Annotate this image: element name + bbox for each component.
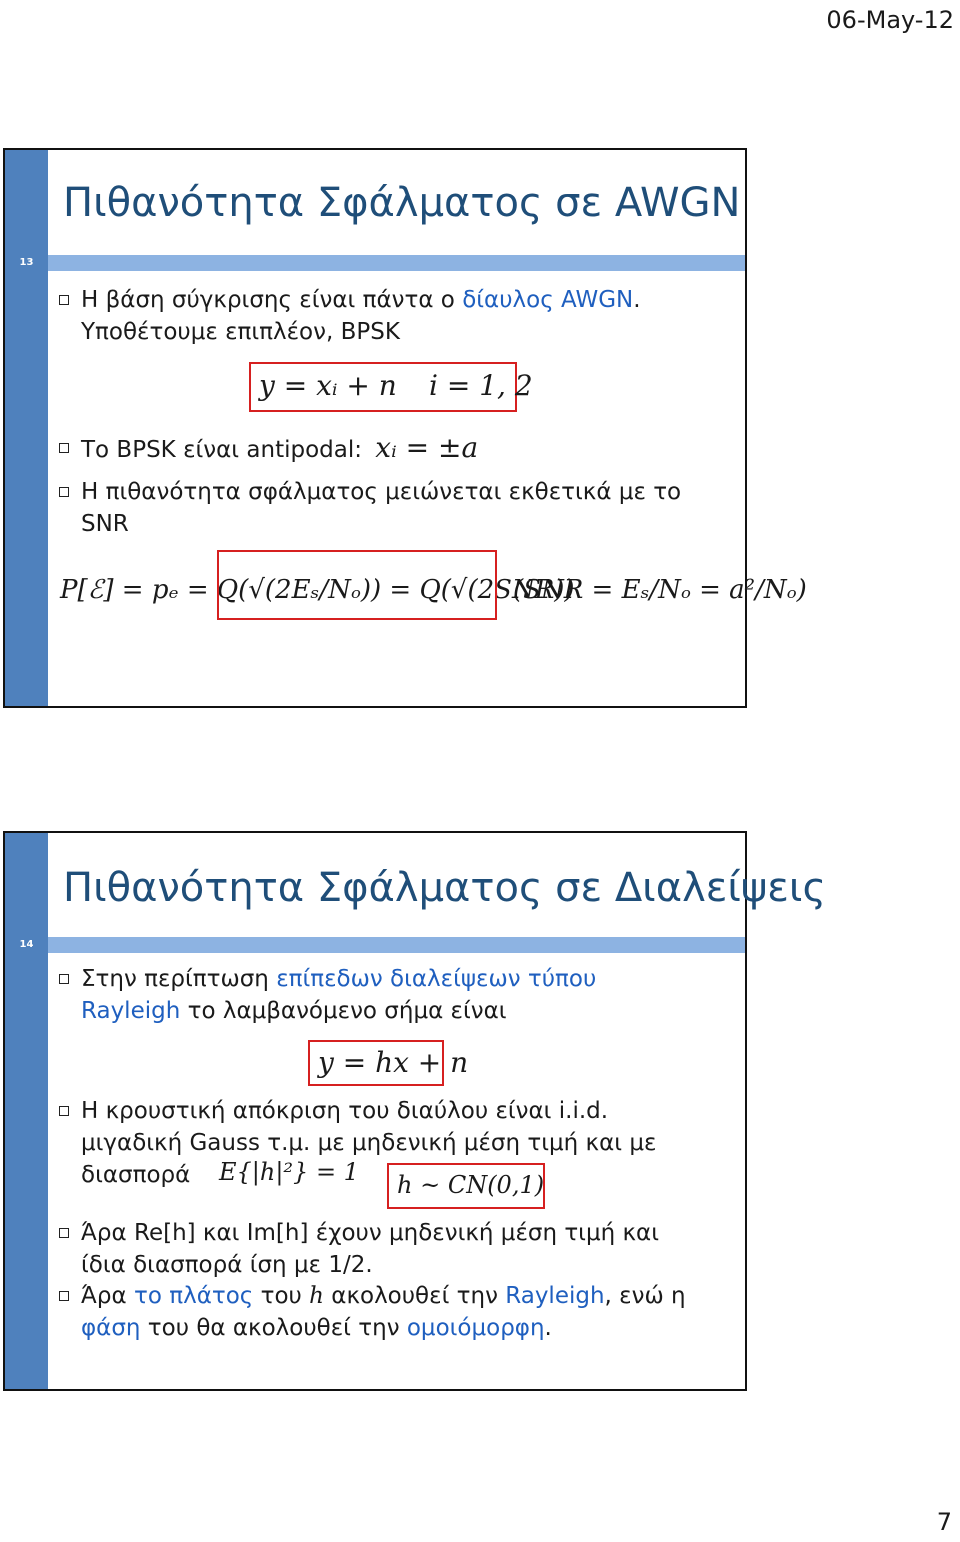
uniform-link: ομοιόμορφη — [406, 1315, 545, 1341]
slide-14 — [3, 831, 826, 1391]
equation-box-cn — [387, 1163, 545, 1209]
awgn-link: δίαυλος AWGN — [462, 287, 634, 313]
bullet-re-im: Άρα Re[h] και Im[h] έχουν μηδενική μέση τιμή και ίδια διασπορά ίση με 1/2. — [81, 1217, 659, 1281]
equation-y: y = xᵢ + n — [259, 369, 397, 402]
slide-title: Πιθανότητα Σφάλματος σε AWGN — [63, 180, 741, 226]
bullet-snr: Η πιθανότητα σφάλματος μειώνεται εκθετικά με το SNR — [81, 476, 681, 540]
title-divider — [5, 937, 745, 953]
bullet-rayleigh: Στην περίπτωση επίπεδων διαλείψεων τύπου Rayleigh το λαμβανόμενο σήμα είναι — [81, 963, 596, 1027]
equation-xi: xᵢ = ±a — [375, 431, 479, 464]
equation-y-hx: y = hx + n — [318, 1046, 469, 1079]
equation-box-hx — [308, 1040, 469, 1086]
equation-snr: (SNR = Eₛ/Nₒ = a²/Nₒ) — [513, 575, 807, 605]
phase-link: φάση — [81, 1315, 141, 1341]
equation-box-q — [217, 550, 497, 620]
equation-cn: h ~ CN(0,1) — [397, 1171, 545, 1199]
page-number: 7 — [936, 1508, 952, 1536]
equation-box-y — [249, 362, 533, 412]
bullet-square-icon — [59, 1106, 69, 1116]
rayleigh-link: Rayleigh — [81, 998, 181, 1024]
flat-fading-link: επίπεδων διαλείψεων τύπου — [276, 966, 597, 992]
bullet-amplitude-phase: Άρα το πλάτος του h ακολουθεί την Rayleigh, ενώ η φάση του θα ακολουθεί την ομοιόμορφη. — [81, 1280, 686, 1344]
bullet-awgn: Η βάση σύγκρισης είναι πάντα ο δίαυλος AWGN. Υποθέτουμε επιπλέον, BPSK — [81, 284, 641, 348]
equation-pe: P[ℰ] = pₑ = Q(√(2Eₛ/Nₒ)) = Q(√(2SNR)) — [60, 575, 575, 605]
bullet-square-icon — [59, 443, 69, 453]
bullet-antipodal: Το BPSK είναι antipodal: xᵢ = ±a — [81, 432, 478, 466]
amplitude-link: το πλάτος — [134, 1283, 254, 1309]
slide-title: Πιθανότητα Σφάλματος σε Διαλείψεις — [63, 865, 826, 911]
bullet-square-icon — [59, 295, 69, 305]
bullet-square-icon — [59, 487, 69, 497]
title-divider — [5, 255, 745, 271]
bullet-square-icon — [59, 1291, 69, 1301]
slide-number: 13 — [5, 255, 48, 271]
slide-left-bar — [5, 150, 48, 706]
slide-number: 14 — [5, 937, 48, 953]
equation-variance: E{|h|²} = 1 — [219, 1158, 359, 1186]
slide-13 — [3, 148, 807, 708]
equation-index: i = 1, 2 — [429, 369, 533, 402]
bullet-impulse: Η κρουστική απόκριση του διαύλου είναι i.i.d. μιγαδική Gauss τ.μ. με μηδενική μέση τιμή και με διασπορά — [81, 1095, 656, 1191]
slide-left-bar — [5, 833, 48, 1389]
date-label: 06-May-12 — [826, 6, 954, 34]
bullet-square-icon — [59, 974, 69, 984]
rayleigh-link-2: Rayleigh — [505, 1283, 605, 1309]
bullet-square-icon — [59, 1228, 69, 1238]
